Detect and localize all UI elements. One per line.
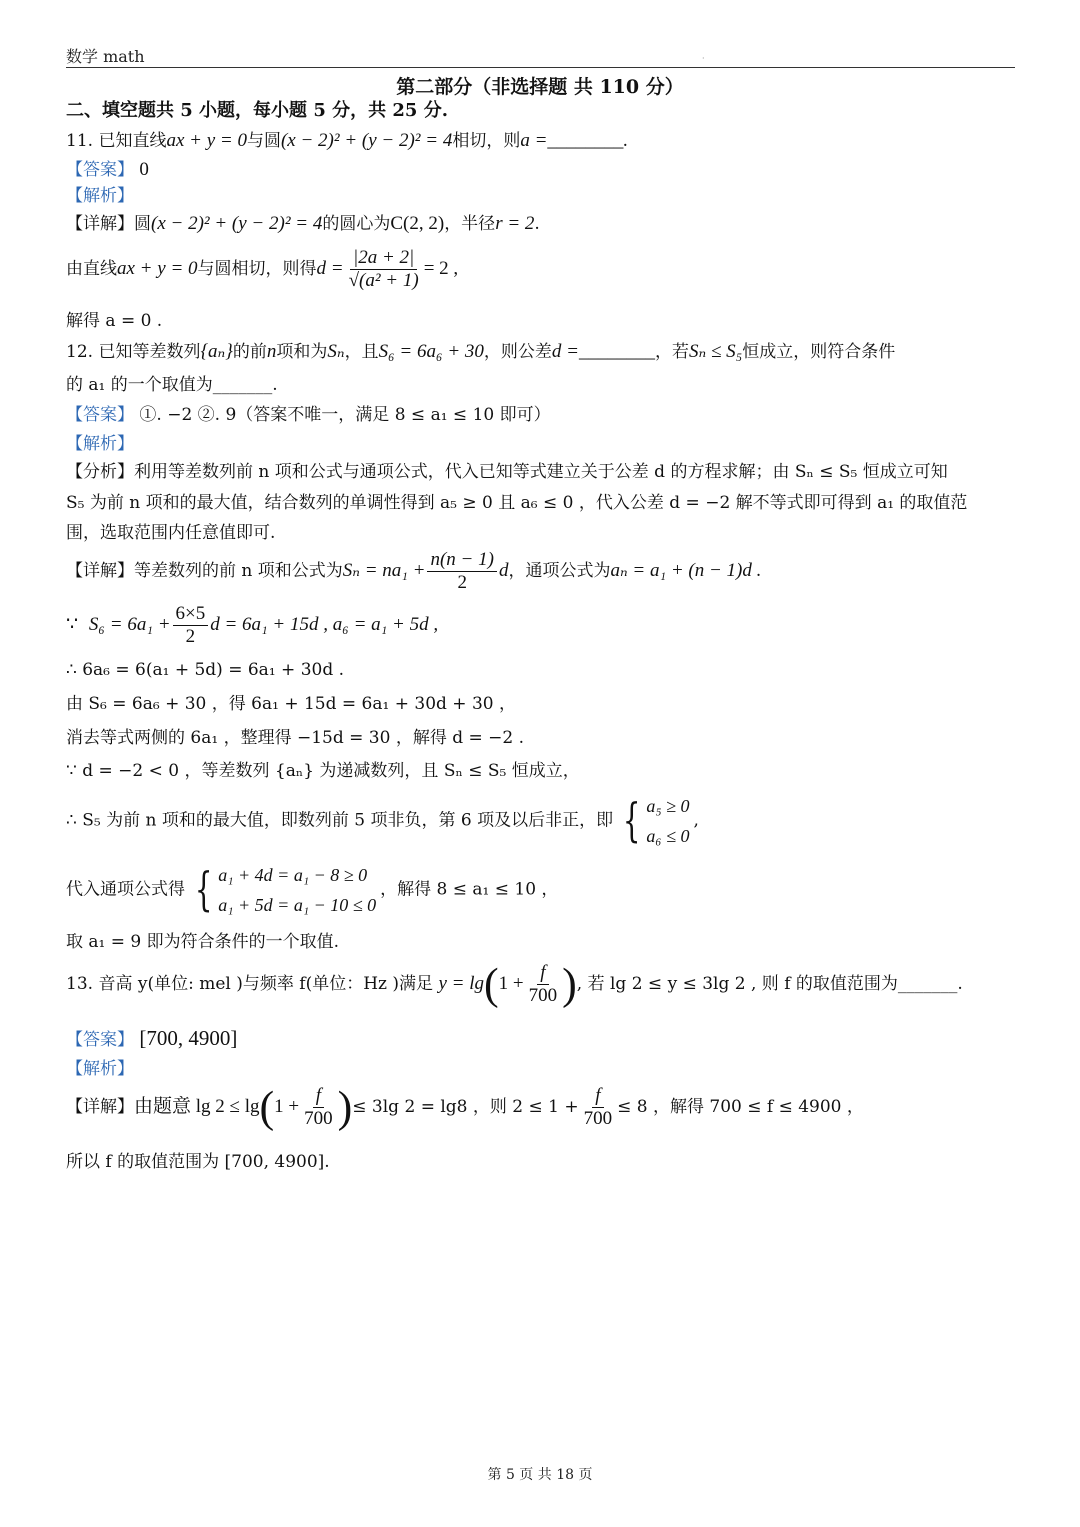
- q13-text-2: , 若 lg 2 ≤ y ≤ 3lg 2 , 则 f 的取值范围为_______.: [576, 974, 963, 994]
- q12-text-6: ，若: [655, 342, 689, 362]
- q13-left-paren: (: [483, 959, 499, 1009]
- q12-d1-text-2: ，通项公式为: [508, 561, 611, 581]
- q12-d8-end: ，解得 8 ≤ a₁ ≤ 10 ，: [380, 879, 559, 900]
- q12-condition: S₆ = 6a₆ + 30: [378, 341, 484, 362]
- q11-detail-tag: 【详解】: [66, 214, 134, 234]
- q13-d1-den-2: 700: [583, 1108, 613, 1129]
- q13-d1-text-2: ≤ 3lg 2 = lg8 ，则 2 ≤ 1 +: [352, 1097, 579, 1117]
- q13-number: 13.: [66, 974, 94, 994]
- q11-d1-end: .: [534, 214, 540, 234]
- q11-answer: 0: [139, 159, 149, 180]
- q11-answer-tag: 【答案】: [66, 160, 134, 180]
- q12-d7-row-1: a₅ ≥ 0: [646, 796, 690, 816]
- q12-detail-8: [66, 860, 558, 920]
- q12-question-1: [66, 341, 895, 363]
- q13-answer-tag: 【答案】: [66, 1030, 134, 1050]
- q12-detail-4: 由 S₆ = 6a₆ + 30 ，得 6a₁ + 15d = 6a₁ + 30d + 30 ，: [66, 694, 516, 714]
- q12-blank-1: d =________: [551, 341, 655, 362]
- q12-d1-lhs: Sₙ = na₁ +: [342, 560, 426, 581]
- q12-n: n: [266, 341, 277, 362]
- q13-d1-fraction: [301, 1085, 336, 1130]
- q12-detail-2: [66, 603, 438, 648]
- q12-seq: {aₙ}: [200, 341, 233, 362]
- q13-answer-line: [66, 1027, 237, 1051]
- section-heading: 二、填空题共 5 小题，每小题 5 分，共 25 分.: [66, 100, 448, 121]
- q11-d2-text-2: 与圆相切，则得: [197, 259, 317, 279]
- page-footer: 第 5 页 共 18 页: [487, 1467, 593, 1483]
- q12-d8-row-2: a₁ + 5d = a₁ − 10 ≤ 0: [218, 895, 377, 915]
- q13-d1-num: f: [313, 1085, 324, 1108]
- q11-number: 11.: [66, 131, 94, 151]
- q13-d1-one-plus: 1 +: [274, 1096, 300, 1117]
- q11-d1-text-3: ，半径: [444, 214, 496, 234]
- q12-sn: Sₙ: [327, 341, 345, 362]
- q12-d1-text-1: 等差数列的前 n 项和公式为: [134, 561, 343, 581]
- header-dot: ·: [702, 54, 705, 63]
- q12-question-2: 的 a₁ 的一个取值为_______.: [66, 375, 278, 395]
- q12-d1-num: n(n − 1): [427, 549, 496, 572]
- q13-frac-num: f: [537, 962, 548, 985]
- q13-question: [66, 959, 963, 1009]
- q11-d1-text-1: 圆: [134, 214, 151, 234]
- q12-text-1: 已知等差数列: [98, 342, 201, 362]
- q11-distance-fraction: [346, 247, 422, 292]
- q11-line-eq: ax + y = 0: [166, 130, 247, 151]
- q12-d7-row-2: a₆ ≤ 0: [646, 826, 690, 846]
- q12-d7-end: ,: [693, 810, 699, 831]
- q11-d2-line: ax + y = 0: [117, 258, 198, 279]
- part-title: 第二部分（非选择题 共 110 分）: [396, 76, 684, 98]
- q12-text-4: ，且: [344, 342, 379, 362]
- q12-brace-2: {: [194, 862, 213, 916]
- q11-d2-end: = 2 ,: [423, 258, 459, 279]
- q13-d1-num-2: f: [592, 1085, 603, 1108]
- q12-detail-9: 取 a₁ = 9 即为符合条件的一个取值.: [66, 932, 340, 952]
- q12-d2-rhs: d = 6a₁ + 15d , a₆ = a₁ + 5d ,: [210, 614, 439, 635]
- q11-frac-num: |2a + 2|: [350, 247, 417, 270]
- q11-text-1: 已知直线: [98, 131, 167, 151]
- q13-d1-left-paren: (: [259, 1082, 275, 1132]
- q12-fenxi-1: [66, 461, 948, 483]
- q11-answer-line: [66, 159, 149, 181]
- q12-d2-lhs: S₆ = 6a₁ +: [88, 614, 171, 635]
- q12-detail-1: [66, 549, 761, 594]
- q12-fenxi-2: S₅ 为前 n 项和的最大值，结合数列的单调性得到 a₅ ≥ 0 且 a₆ ≤ 0 ，代入公差 d = −2 解不等式即可得到 a₁ 的取值范: [66, 493, 968, 513]
- q11-detail-3: 解得 a = 0 .: [66, 311, 163, 331]
- q12-fenxi-tag: 【分析】: [66, 462, 134, 482]
- q12-answer: ①. −2 ②. 9（答案不唯一，满足 8 ≤ a₁ ≤ 10 即可）: [139, 405, 551, 425]
- q12-detail-3: ∴ 6a₆ = 6(a₁ + 5d) = 6a₁ + 30d .: [66, 660, 345, 680]
- q12-inequality: Sₙ ≤ S₅: [689, 341, 743, 362]
- q12-text-7: 恒成立，则符合条件: [742, 342, 896, 362]
- q12-d8-text: 代入通项公式得: [66, 879, 185, 900]
- q13-freq-fraction: [526, 962, 561, 1007]
- q12-detail-5: 消去等式两侧的 6a₁ ，整理得 −15d = 30 ，解得 d = −2 .: [66, 728, 525, 748]
- q12-d2-den: 2: [185, 626, 196, 647]
- q13-eq-lhs: y = lg: [438, 973, 484, 994]
- q12-d2-num: 6×5: [173, 603, 209, 626]
- q12-general-term-system: [189, 860, 376, 920]
- q13-one-plus: 1 +: [498, 973, 524, 994]
- q11-d1-circle: (x − 2)² + (y − 2)² = 4: [151, 213, 323, 234]
- q12-text-5: ，则公差: [483, 342, 552, 362]
- q12-detail-tag: 【详解】: [66, 561, 134, 581]
- q12-text-3: 项和为: [276, 342, 328, 362]
- q11-text-3: 相切，则: [452, 131, 521, 151]
- q12-d7-text: ∴ S₅ 为前 n 项和的最大值，即数列前 5 项非负，第 6 项及以后非正，即: [66, 810, 614, 831]
- q12-fenxi-3: 围，选取范围内任意值即可.: [66, 523, 276, 543]
- q11-d1-text-2: 的圆心为: [322, 214, 391, 234]
- q13-analysis-tag: 【解析】: [66, 1059, 134, 1079]
- q12-answer-line: [66, 404, 551, 426]
- header-label: 数学 math: [66, 47, 145, 66]
- q13-detail-tag: 【详解】: [66, 1097, 134, 1117]
- q12-sum-fraction: [427, 549, 496, 594]
- q11-d1-radius: r = 2: [495, 213, 535, 234]
- q12-d1-den: 2: [457, 572, 467, 593]
- q13-d1-fraction-2: [581, 1085, 616, 1130]
- q11-blank: a =________.: [520, 130, 629, 151]
- q11-d2-text-1: 由直线: [66, 259, 117, 279]
- q12-number: 12.: [66, 342, 94, 362]
- header-rule: [66, 67, 1015, 68]
- q12-fenxi-text-1: 利用等差数列前 n 项和公式与通项公式，代入已知等式建立关于公差 d 的方程求解；由 Sₙ ≤ S₅ 恒成立可知: [134, 462, 948, 482]
- q12-analysis-tag: 【解析】: [66, 434, 134, 454]
- q13-d1-text-3: ≤ 8 ，解得 700 ≤ f ≤ 4900 ，: [617, 1097, 864, 1117]
- q13-answer: [700, 4900]: [139, 1026, 238, 1050]
- q13-right-paren: ): [562, 959, 577, 1009]
- q13-d1-right-paren: ): [337, 1082, 353, 1132]
- q11-circle-eq: (x − 2)² + (y − 2)² = 4: [280, 130, 453, 151]
- q11-frac-den: √(a² + 1): [348, 270, 419, 291]
- q11-d1-center: C(2, 2): [390, 213, 445, 234]
- q12-d1-an: aₙ = a₁ + (n − 1)d .: [610, 560, 762, 581]
- q12-d1-d: d: [498, 560, 509, 581]
- q12-sign-system: [617, 791, 689, 851]
- q12-d2-because: ∵: [66, 614, 79, 635]
- q11-analysis-tag: 【解析】: [66, 186, 134, 206]
- q13-detail-2: 所以 f 的取值范围为 [700, 4900].: [66, 1152, 330, 1172]
- q11-question: [66, 130, 628, 152]
- q13-detail-1: [66, 1082, 864, 1132]
- q13-frac-den: 700: [528, 985, 558, 1006]
- q12-detail-6: ∵ d = −2 < 0 ，等差数列 {aₙ} 为递减数列，且 Sₙ ≤ S₅ 恒成立，: [66, 761, 580, 781]
- q11-detail-2: [66, 247, 458, 292]
- q13-d1-text-1: 由题意 lg 2 ≤ lg: [134, 1096, 260, 1117]
- q12-d8-row-1: a₁ + 4d = a₁ − 8 ≥ 0: [218, 865, 368, 885]
- q11-detail-1: [66, 213, 540, 235]
- q12-text-2: 的前: [232, 342, 267, 362]
- q13-d1-den: 700: [304, 1108, 333, 1129]
- q12-detail-7: [66, 791, 699, 851]
- q11-text-2: 与圆: [246, 131, 281, 151]
- q12-brace-1: {: [622, 793, 641, 847]
- q11-d2-d: d =: [316, 258, 344, 279]
- q12-s6-fraction: [173, 603, 209, 648]
- q12-answer-tag: 【答案】: [66, 405, 134, 425]
- q13-text-1: 音高 y(单位: mel )与频率 f(单位：Hz )满足: [98, 974, 434, 994]
